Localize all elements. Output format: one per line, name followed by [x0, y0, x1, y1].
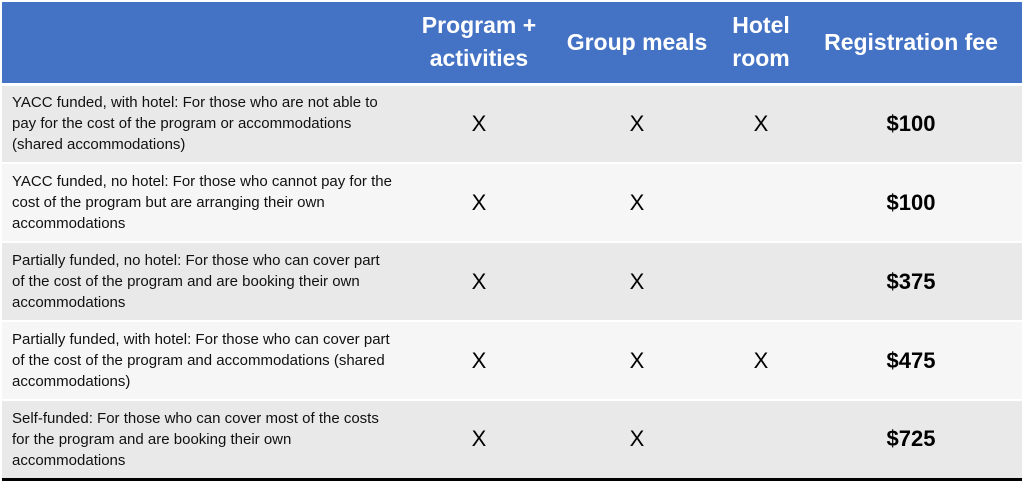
row-description: YACC funded, with hotel: For those who are not able to pay for the cost of the program or accommodations (shared accommodations) [2, 84, 406, 163]
program-mark: X [406, 84, 552, 163]
row-description: Partially funded, with hotel: For those who can cover part of the cost of the program and accommodations (shared accommodations) [2, 321, 406, 400]
header-description [2, 2, 406, 84]
header-program-activities: Program + activities [406, 2, 552, 84]
table-header [2, 2, 1022, 84]
meals-mark: X [552, 321, 722, 400]
program-mark: X [406, 242, 552, 321]
hotel-mark: X [722, 84, 800, 163]
header-row [2, 2, 1022, 84]
hotel-mark [722, 242, 800, 321]
table-row [2, 84, 1022, 163]
row-description: YACC funded, no hotel: For those who cannot pay for the cost of the program but are arranging their own accommodations [2, 163, 406, 242]
hotel-mark: X [722, 321, 800, 400]
table-row [2, 321, 1022, 400]
table-body [2, 84, 1022, 479]
table-row [2, 400, 1022, 479]
table-row [2, 242, 1022, 321]
registration-fee: $100 [800, 163, 1022, 242]
registration-fee: $475 [800, 321, 1022, 400]
program-mark: X [406, 321, 552, 400]
meals-mark: X [552, 84, 722, 163]
meals-mark: X [552, 163, 722, 242]
header-registration-fee: Registration fee [800, 2, 1022, 84]
meals-mark: X [552, 400, 722, 479]
program-mark: X [406, 400, 552, 479]
program-mark: X [406, 163, 552, 242]
row-description: Partially funded, no hotel: For those who can cover part of the cost of the program and are booking their own accommodations [2, 242, 406, 321]
registration-fee: $375 [800, 242, 1022, 321]
row-description: Self-funded: For those who can cover most of the costs for the program and are booking their own accommodations [2, 400, 406, 479]
meals-mark: X [552, 242, 722, 321]
header-hotel-room: Hotel room [722, 2, 800, 84]
header-group-meals: Group meals [552, 2, 722, 84]
registration-fee-table-container [2, 2, 1022, 481]
registration-fee: $100 [800, 84, 1022, 163]
hotel-mark [722, 163, 800, 242]
hotel-mark [722, 400, 800, 479]
table-row [2, 163, 1022, 242]
registration-fee-table [2, 2, 1022, 481]
registration-fee: $725 [800, 400, 1022, 479]
